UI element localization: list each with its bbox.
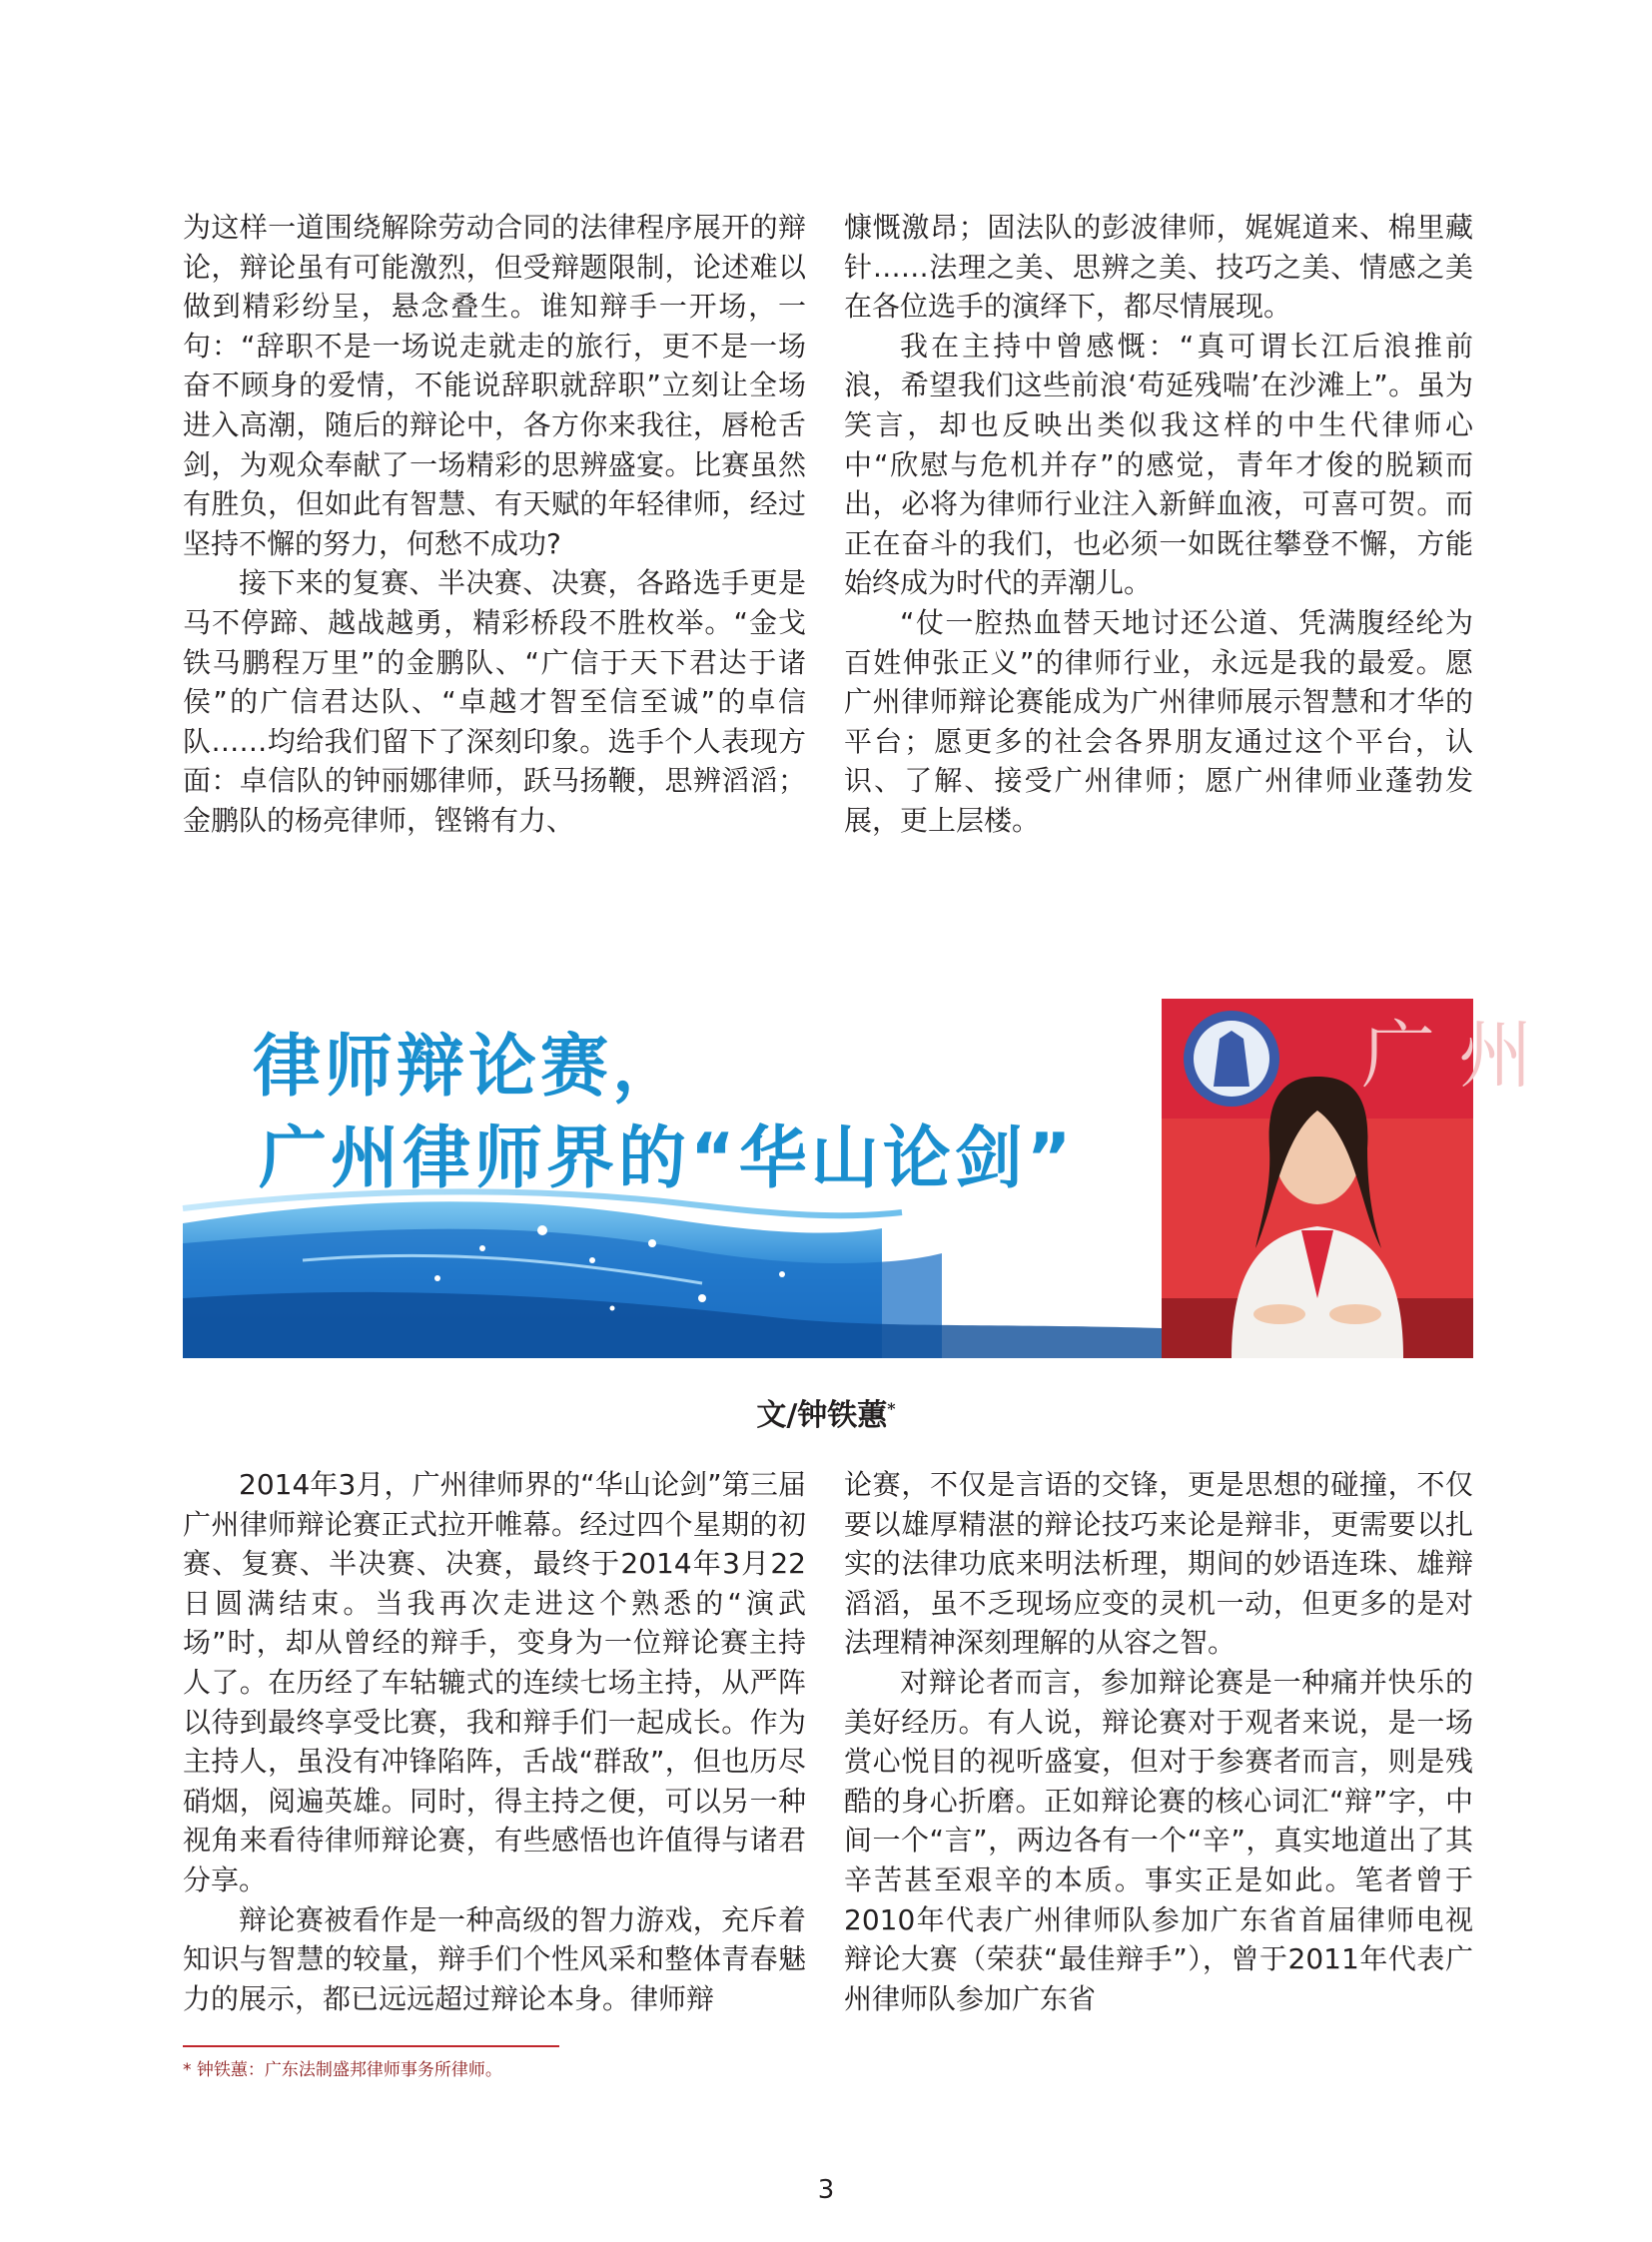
author-byline (0, 1390, 1652, 1434)
top-right-column (844, 208, 1473, 841)
paragraph: 论赛，不仅是言语的交锋，更是思想的碰撞，不仅要以雄厚精湛的辩论技巧来论是辩非，更需要以扎实的法律功底来明法析理，期间的妙语连珠、雄辩滔滔，虽不乏现场应变的灵机一动，但更多的是对法理精神深刻理解的从容之智。 (844, 1468, 1473, 1660)
footnote: * 钟铁蕙：广东法制盛邦律师事务所律师。 (183, 2060, 502, 2080)
article-left-column (183, 1465, 806, 2018)
paragraph: 辩论赛被看作是一种高级的智力游戏，充斥着知识与智慧的较量，辩手们个性风采和整体青春魅力的展示，都已远远超过辩论本身。律师辩 (183, 1902, 806, 2015)
byline-text: 文/钟铁蕙 (756, 1398, 888, 1433)
top-left-column (183, 208, 806, 841)
paragraph: 慷慨激昂；固法队的彭波律师，娓娓道来、棉里藏针……法理之美、思辨之美、技巧之美、情感之美在各位选手的演绎下，都尽情展现。 (844, 211, 1473, 324)
paragraph: 对辩论者而言，参加辩论赛是一种痛并快乐的美好经历。有人说，辩论赛对于观者来说，是一场赏心悦目的视听盛宴，但对于参赛者而言，则是残酷的身心折磨。正如辩论赛的核心词汇“辩”字，中间一个“言”，两边各有一个“辛”，真实地道出了其辛苦甚至艰辛的本质。事实正是如此。笔者曾于2010年代表广州律师队参加广东省首届律师电视辩论大赛（荣获“最佳辩手”），曾于2011年代表广州律师队参加广东省 (844, 1665, 1473, 2015)
paragraph: 2014年3月，广州律师界的“华山论剑”第三届广州律师辩论赛正式拉开帷幕。经过四个星期的初赛、复赛、半决赛、决赛，最终于2014年3月22日圆满结束。当我再次走进这个熟悉的“演武场”时，却从曾经的辩手，变身为一位辩论赛主持人了。在历经了车轱辘式的连续七场主持，从严阵以待到最终享受比赛，我和辩手们一起成长。作为主持人，虽没有冲锋陷阵，舌战“群敌”，但也历尽硝烟，阅遍英雄。同时，得主持之便，可以另一种视角来看待律师辩论赛，有些感悟也许值得与诸君分享。 (183, 1468, 806, 1896)
author-photo (1162, 999, 1533, 1358)
article-title-line-1: 律师辩论赛， (253, 1028, 685, 1107)
paragraph: 为这样一道围绕解除劳动合同的法律程序展开的辩论，辩论虽有可能激烈，但受辩题限制，论述难以做到精彩纷呈，悬念叠生。谁知辩手一开场，一句：“辞职不是一场说走就走的旅行，更不是一场奋不顾身的爱情，不能说辞职就辞职”立刻让全场进入高潮，随后的辩论中，各方你来我往，唇枪舌剑，为观众奉献了一场精彩的思辨盛宴。比赛虽然有胜负，但如此有智慧、有天赋的年轻律师，经过坚持不懈的努力，何愁不成功? (183, 211, 806, 560)
paragraph: 接下来的复赛、半决赛、决赛，各路选手更是马不停蹄、越战越勇，精彩桥段不胜枚举。“金戈铁马鹏程万里”的金鹏队、“广信于天下君达于诸侯”的广信君达队、“卓越才智至信至诚”的卓信队……均给我们留下了深刻印象。选手个人表现方面：卓信队的钟丽娜律师，跃马扬鞭，思辨滔滔；金鹏队的杨亮律师，铿锵有力、 (183, 566, 806, 837)
paragraph: “仗一腔热血替天地讨还公道、凭满腹经纶为百姓伸张正义”的律师行业，永远是我的最爱。愿广州律师辩论赛能成为广州律师展示智慧和才华的平台；愿更多的社会各界朋友通过这个平台，认识、了解、接受广州律师；愿广州律师业蓬勃发展，更上层楼。 (844, 605, 1473, 837)
byline-footnote-mark: * (887, 1399, 896, 1418)
page-number: 3 (817, 2175, 835, 2205)
footnote-divider (183, 2045, 559, 2047)
article-title-line-2: 广州律师界的“华山论剑” (259, 1120, 1076, 1198)
backdrop-text: 广 州 (1361, 1013, 1533, 1099)
paragraph: 我在主持中曾感慨：“真可谓长江后浪推前浪，希望我们这些前浪‘苟延残喘’在沙滩上”。虽为笑言，却也反映出类似我这样的中生代律师心中“欣慰与危机并存”的感觉，青年才俊的脱颖而出，必将为律师行业注入新鲜血液，可喜可贺。而正在奋斗的我们，也必须一如既往攀登不懈，方能始终成为时代的弄潮儿。 (844, 329, 1473, 600)
article-right-column (844, 1465, 1473, 2018)
